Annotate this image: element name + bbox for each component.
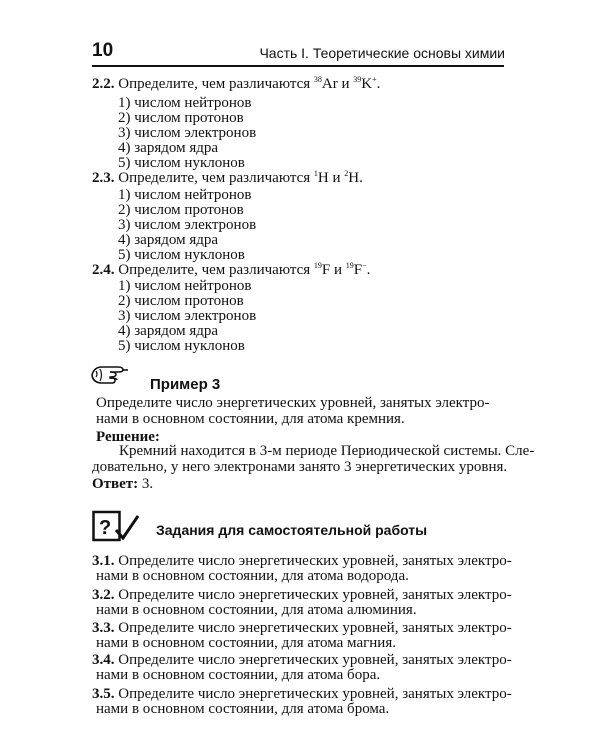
question-check-icon <box>92 510 140 544</box>
pointing-hand-icon <box>90 361 130 387</box>
task-text: Определите число энергетических уровней, занятых электро- <box>114 686 512 702</box>
answer-option: 3) числом электронов <box>118 308 257 324</box>
page-number: 10 <box>92 40 114 61</box>
answer-option: 5) числом нуклонов <box>118 155 245 171</box>
answer-option: 4) зарядом ядра <box>118 232 219 248</box>
task-3-2 <box>92 587 512 603</box>
answer-value: 3. <box>138 476 154 492</box>
answer-option: 2) числом протонов <box>118 110 244 126</box>
chapter-title: Часть I. Теоретические основы химии <box>259 45 505 61</box>
answer-option: 4) зарядом ядра <box>118 140 219 156</box>
task-text-continued: нами в основном состоянии, для атома бора. <box>96 667 381 683</box>
answer-label: Ответ: <box>92 476 139 492</box>
answer-option: 1) числом нейтронов <box>118 278 252 294</box>
ion-charge: + <box>372 75 377 84</box>
conjunction: и <box>328 170 345 186</box>
task-number: 3.3. <box>92 620 115 636</box>
answer-option: 3) числом электронов <box>118 125 257 141</box>
task-number: 3.4. <box>92 652 115 668</box>
task-text: Определите число энергетических уровней, занятых электро- <box>114 652 512 668</box>
solution-line: довательно, у него электронами занято 3 энергетических уровня. <box>92 459 508 475</box>
isotope-mass: 19 <box>345 261 354 270</box>
task-text-continued: нами в основном состоянии, для атома алюминия. <box>96 602 417 618</box>
ion-charge: − <box>362 261 367 270</box>
isotope-symbol: K <box>361 76 373 92</box>
answer-option: 2) числом протонов <box>118 293 244 309</box>
question-2-3 <box>92 170 363 186</box>
isotope-mass: 19 <box>313 261 322 270</box>
answer-option: 4) зарядом ядра <box>118 323 219 339</box>
isotope-symbol: H <box>317 170 329 186</box>
task-text: Определите число энергетических уровней, занятых электро- <box>114 553 512 569</box>
task-3-1 <box>92 553 512 569</box>
answer-option: 5) числом нуклонов <box>118 338 245 354</box>
question-end: . <box>376 76 381 92</box>
question-end: . <box>366 262 371 278</box>
isotope-symbol: H <box>348 170 360 186</box>
solution-label: Решение: <box>96 429 160 445</box>
isotope-symbol: F <box>353 262 363 278</box>
question-text: Определите, чем различаются <box>118 170 314 186</box>
solution-line: Кремний находится в 3-м периоде Периодической системы. Сле- <box>119 443 535 459</box>
answer-line <box>92 476 153 492</box>
task-3-4 <box>92 652 512 668</box>
answer-option: 5) числом нуклонов <box>118 247 245 263</box>
isotope-mass: 39 <box>353 75 362 84</box>
task-text-continued: нами в основном состоянии, для атома магния. <box>96 635 396 651</box>
answer-option: 3) числом электронов <box>118 217 257 233</box>
question-2-4 <box>92 262 370 278</box>
question-text: Определите, чем различаются <box>118 262 314 278</box>
header-rule <box>92 65 504 67</box>
question-text: Определите, чем различаются <box>118 76 314 92</box>
question-number: 2.3. <box>92 170 115 186</box>
task-3-3 <box>92 620 512 636</box>
isotope-symbol: Ar <box>321 76 338 92</box>
answer-option: 1) числом нейтронов <box>118 187 252 203</box>
question-number: 2.2. <box>92 76 115 92</box>
example-task-line: Определите число энергетических уровней, занятых электро- <box>96 395 490 411</box>
task-text: Определите число энергетических уровней, занятых электро- <box>114 620 512 636</box>
conjunction: и <box>337 76 354 92</box>
task-text: Определите число энергетических уровней, занятых электро- <box>114 587 512 603</box>
task-number: 3.1. <box>92 553 115 569</box>
isotope-mass: 38 <box>313 75 322 84</box>
task-number: 3.2. <box>92 587 115 603</box>
isotope-mass: 1 <box>313 169 318 178</box>
svg-text:?: ? <box>99 517 112 539</box>
tasks-section-title: Задания для самостоятельной работы <box>156 522 428 538</box>
task-3-5 <box>92 686 512 702</box>
example-task-line: нами в основном состоянии, для атома кремния. <box>96 411 405 427</box>
isotope-symbol: F <box>321 262 331 278</box>
task-number: 3.5. <box>92 686 115 702</box>
task-text-continued: нами в основном состоянии, для атома брома. <box>96 701 390 717</box>
isotope-mass: 2 <box>344 169 349 178</box>
task-text-continued: нами в основном состоянии, для атома водорода. <box>96 568 409 584</box>
example-title: Пример 3 <box>150 376 221 393</box>
question-end: . <box>359 170 363 186</box>
question-2-2 <box>92 76 380 92</box>
answer-option: 2) числом протонов <box>118 202 244 218</box>
answer-option: 1) числом нейтронов <box>118 95 252 111</box>
question-number: 2.4. <box>92 262 115 278</box>
conjunction: и <box>330 262 346 278</box>
